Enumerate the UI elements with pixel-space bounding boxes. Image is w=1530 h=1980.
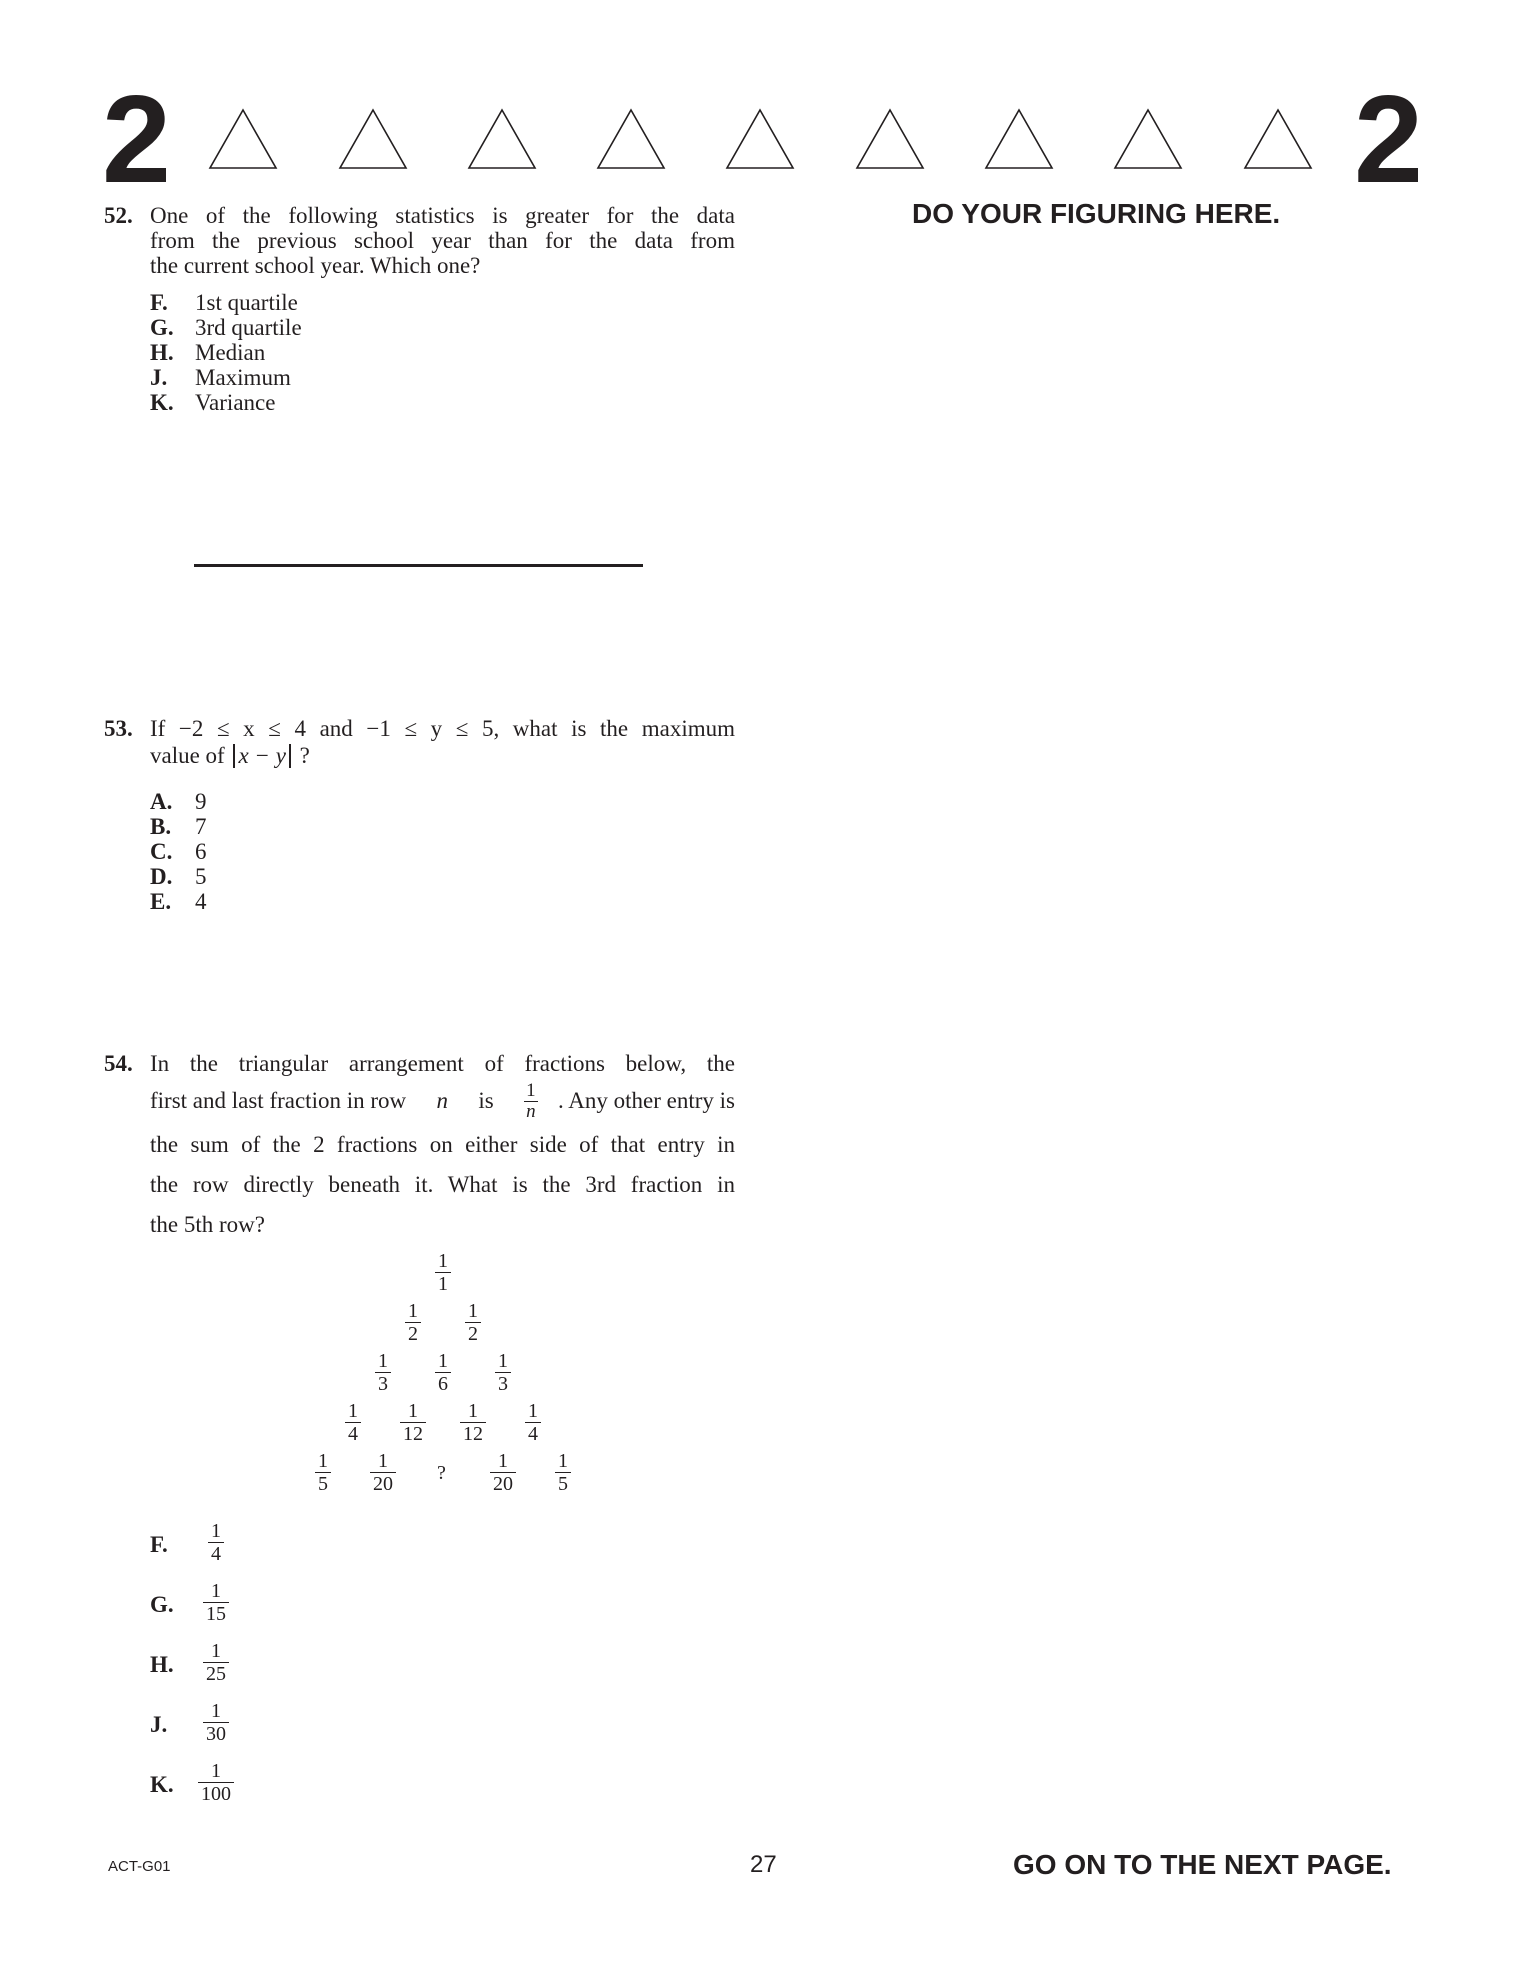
- fraction-denominator: 30: [203, 1722, 229, 1745]
- q54-inline-numerator: 1: [526, 1079, 536, 1101]
- q52-option-text: Maximum: [195, 365, 291, 390]
- triangle-fraction: [435, 1250, 451, 1295]
- q53-option-text: 6: [195, 839, 207, 864]
- q54-option-letter: H.: [150, 1652, 174, 1677]
- q53-line-2-post: ?: [299, 743, 310, 768]
- q52-option-letter: H.: [150, 340, 174, 365]
- q54-number: 54.: [104, 1051, 133, 1076]
- q52-option-letter: F.: [150, 290, 168, 315]
- fraction-denominator: 12: [400, 1422, 426, 1445]
- q52-option-letter: G.: [150, 315, 174, 340]
- fraction-numerator: 1: [498, 1450, 508, 1472]
- fraction-numerator: 1: [211, 1760, 221, 1782]
- q52-option-text: 1st quartile: [195, 290, 298, 315]
- fraction-denominator: 1: [435, 1272, 451, 1295]
- q54-option-letter: F.: [150, 1532, 168, 1557]
- q53-line-1: If −2 ≤ x ≤ 4 and −1 ≤ y ≤ 5, what is the maximum: [150, 716, 735, 741]
- q53-number: 53.: [104, 716, 133, 741]
- q53-option-text: 5: [195, 864, 207, 889]
- fraction-denominator: 4: [208, 1542, 224, 1565]
- q52-option[interactable]: [150, 315, 302, 340]
- q54-option-letter: K.: [150, 1772, 174, 1797]
- q52-line-1: One of the following statistics is greater for the data: [150, 203, 735, 228]
- fraction-numerator: 1: [211, 1700, 221, 1722]
- triangle-fraction: [460, 1400, 486, 1445]
- fraction-denominator: 6: [435, 1372, 451, 1395]
- fraction-numerator: 1: [378, 1450, 388, 1472]
- q54-option[interactable]: [150, 1700, 270, 1748]
- q54-line-5: the 5th row?: [150, 1212, 265, 1237]
- q53-option-letter: B.: [150, 814, 172, 839]
- fraction-numerator: 1: [468, 1300, 478, 1322]
- q54-line-2-pre: first and last fraction in row: [150, 1088, 407, 1113]
- q53-option[interactable]: [150, 889, 207, 914]
- triangle-icon: [984, 108, 1054, 170]
- triangle-fraction: [490, 1450, 516, 1495]
- section-number-left: 2: [102, 71, 169, 209]
- fraction-numerator: 1: [211, 1580, 221, 1602]
- q52-option-text: Variance: [195, 390, 276, 415]
- fraction-denominator: 25: [203, 1662, 229, 1685]
- page-number: 27: [750, 1851, 777, 1878]
- fraction-numerator: 1: [468, 1400, 478, 1422]
- q52-option-text: Median: [195, 340, 266, 365]
- triangle-fraction: [375, 1350, 391, 1395]
- q54-line-1: In the triangular arrangement of fractions below, the: [150, 1051, 735, 1076]
- fraction-numerator: 1: [378, 1350, 388, 1372]
- q53-option-text: 9: [195, 789, 207, 814]
- fraction-denominator: 4: [525, 1422, 541, 1445]
- q52-option-letter: K.: [150, 390, 174, 415]
- fraction-denominator: 5: [315, 1472, 331, 1495]
- fraction-denominator: 4: [345, 1422, 361, 1445]
- q54-variable-n: n: [436, 1088, 449, 1113]
- q54-option[interactable]: [150, 1760, 270, 1808]
- triangle-icon: [1243, 108, 1313, 170]
- q54-option-fraction: [203, 1700, 229, 1745]
- answer-divider: [194, 564, 643, 567]
- q53-line-2: [150, 741, 735, 771]
- fraction-denominator: 2: [405, 1322, 421, 1345]
- q54-option-fraction: [198, 1760, 234, 1805]
- triangle-fraction: [405, 1300, 421, 1345]
- fraction-denominator: 20: [490, 1472, 516, 1495]
- triangle-icon: [208, 108, 278, 170]
- q54-line-2: [150, 1078, 735, 1124]
- fraction-numerator: 1: [438, 1350, 448, 1372]
- next-page-label: GO ON TO THE NEXT PAGE.: [1013, 1849, 1392, 1880]
- fraction-denominator: 15: [203, 1602, 229, 1625]
- q53-option[interactable]: [150, 789, 207, 814]
- triangle-fraction: [435, 1350, 451, 1395]
- fraction-numerator: 1: [528, 1400, 538, 1422]
- q53-option[interactable]: [150, 839, 207, 864]
- q52-option[interactable]: [150, 290, 298, 315]
- triangle-icon: [725, 108, 795, 170]
- fraction-denominator: 3: [495, 1372, 511, 1395]
- q54-line-4: the row directly beneath it. What is the 3rd fraction in: [150, 1172, 735, 1197]
- fraction-denominator: 20: [370, 1472, 396, 1495]
- q54-line-3: the sum of the 2 fractions on either side of that entry in: [150, 1132, 735, 1157]
- fraction-numerator: 1: [211, 1520, 221, 1542]
- q54-option[interactable]: [150, 1580, 270, 1628]
- fraction-numerator: 1: [211, 1640, 221, 1662]
- q54-option-fraction: [203, 1580, 229, 1625]
- triangle-fraction: [495, 1350, 511, 1395]
- q52-number: 52.: [104, 203, 133, 228]
- q53-option[interactable]: [150, 814, 207, 839]
- fraction-denominator: 5: [555, 1472, 571, 1495]
- q52-option[interactable]: [150, 390, 275, 415]
- triangle-fraction: [400, 1400, 426, 1445]
- fraction-denominator: 2: [465, 1322, 481, 1345]
- triangle-icon: [467, 108, 537, 170]
- q53-option[interactable]: [150, 864, 207, 889]
- section-number-right: 2: [1354, 71, 1421, 209]
- footer-code: ACT-G01: [108, 1858, 171, 1875]
- triangle-fraction: [315, 1450, 331, 1495]
- fraction-denominator: 3: [375, 1372, 391, 1395]
- q52-line-2: from the previous school year than for the data from: [150, 228, 735, 253]
- q52-line-3: the current school year. Which one?: [150, 253, 481, 278]
- q52-option[interactable]: [150, 340, 265, 365]
- q52-option[interactable]: [150, 365, 291, 390]
- q53-option-text: 7: [195, 814, 207, 839]
- triangle-fraction: [370, 1450, 396, 1495]
- q53-option-text: 4: [195, 889, 207, 914]
- triangle-icon: [596, 108, 666, 170]
- q54-line-2-mid: is: [478, 1088, 494, 1113]
- fraction-numerator: 1: [408, 1300, 418, 1322]
- q54-option-fraction: [208, 1520, 224, 1565]
- triangle-icon: [855, 108, 925, 170]
- fraction-numerator: 1: [318, 1450, 328, 1472]
- unknown-entry: ?: [437, 1462, 446, 1484]
- q53-line-2-pre: value of: [150, 743, 225, 768]
- q52-stem: [150, 203, 735, 278]
- abs-bar-right: [289, 744, 291, 768]
- triangle-fraction: [525, 1400, 541, 1445]
- triangle-fraction: [555, 1450, 571, 1495]
- q53-option-letter: E.: [150, 889, 172, 914]
- triangle-icon: [338, 108, 408, 170]
- fraction-numerator: 1: [408, 1400, 418, 1422]
- fraction-denominator: 12: [460, 1422, 486, 1445]
- figuring-label: DO YOUR FIGURING HERE.: [912, 198, 1281, 229]
- q53-option-letter: D.: [150, 864, 173, 889]
- q54-option[interactable]: [150, 1640, 270, 1688]
- q53-option-letter: C.: [150, 839, 173, 864]
- q53-expression: x − y: [238, 743, 286, 768]
- q54-option-fraction: [203, 1640, 229, 1685]
- triangle-fraction: [345, 1400, 361, 1445]
- q54-option-letter: G.: [150, 1592, 174, 1617]
- fraction-denominator: 100: [198, 1782, 234, 1805]
- fraction-numerator: 1: [558, 1450, 568, 1472]
- fraction-numerator: 1: [348, 1400, 358, 1422]
- triangle-fraction: [465, 1300, 481, 1345]
- q54-option-letter: J.: [150, 1712, 168, 1737]
- abs-bar-left: [233, 744, 235, 768]
- q54-inline-denominator: n: [526, 1100, 536, 1122]
- fraction-numerator: 1: [498, 1350, 508, 1372]
- q54-inline-fraction: [524, 1081, 538, 1122]
- q52-option-letter: J.: [150, 365, 168, 390]
- q53-option-letter: A.: [150, 789, 173, 814]
- q54-option[interactable]: [150, 1520, 270, 1568]
- triangle-icon: [1113, 108, 1183, 170]
- q52-option-text: 3rd quartile: [195, 315, 302, 340]
- q54-line-2-post: . Any other entry is: [558, 1088, 735, 1113]
- q53-stem: [150, 716, 735, 771]
- fraction-numerator: 1: [438, 1250, 448, 1272]
